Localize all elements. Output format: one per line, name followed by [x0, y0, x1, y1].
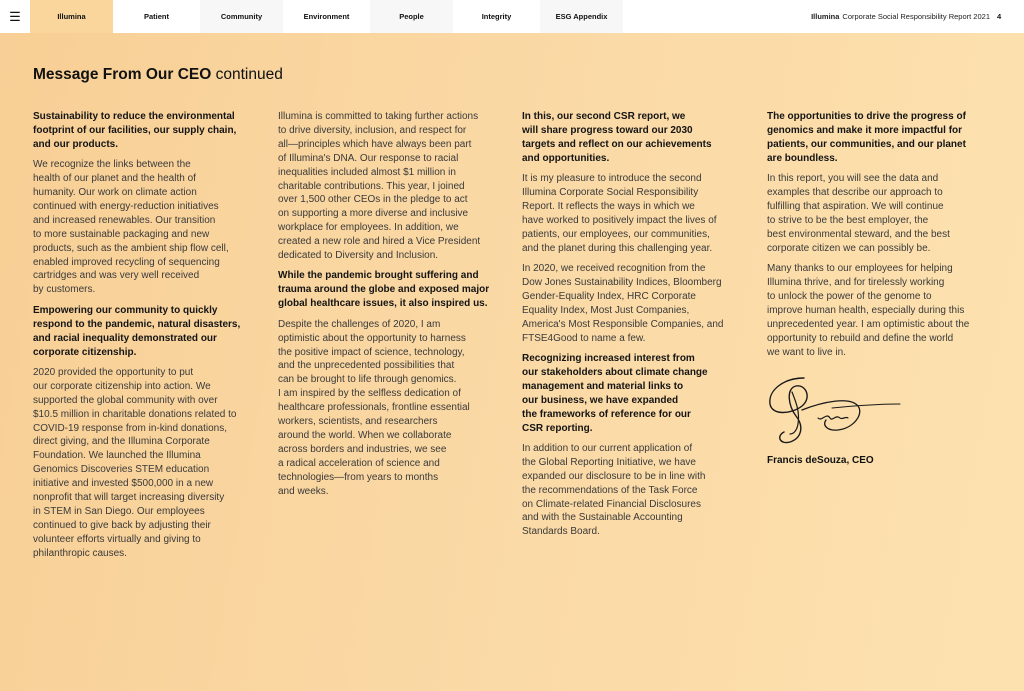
- page-number: 4: [997, 12, 1002, 21]
- signature-icon: [762, 372, 902, 452]
- tab-community[interactable]: Community: [200, 0, 283, 33]
- paragraph: In this, our second CSR report, we will share progress toward our 2030 targets and reflect on our achievements and opportunities.: [522, 111, 712, 164]
- paragraph: Illumina is committed to taking further actions to drive diversity, inclusion, and respect for all—principles which have always been part of Illumina's DNA. Our response to racial inequalities included almost $1 million in charitable contributions. This year, I joined over 1,500 other CEOs in the pledge to act on supporting a more diverse and inclusive workplace for employees. In addition, we created a new role and hired a Vice President dedicated to Diversity and Inclusion.: [278, 111, 481, 262]
- tab-integrity[interactable]: Integrity: [455, 0, 538, 33]
- report-brand: Illumina: [811, 12, 840, 21]
- signer-name: Francis deSouza, CEO: [767, 455, 874, 466]
- paragraph: It is my pleasure to introduce the second Illumina Corporate Social Responsibility Report. It reflects the ways in which we have worked to positively impact the lives of patients, our employees, our communities, and the planet during this challenging year.: [522, 173, 717, 254]
- text-column-3: [522, 110, 748, 546]
- paragraph: Empowering our community to quickly respond to the pandemic, natural disasters, and racial inequality demonstrated our corporate citizenship.: [33, 304, 241, 358]
- paragraph: While the pandemic brought suffering and trauma around the globe and exposed major global healthcare issues, it also inspired us.: [278, 270, 490, 310]
- paragraph: Despite the challenges of 2020, I am optimistic about the opportunity to harness the positive impact of science, technology, and the unprecedented possibilities that can be brought to life through genomics. I am inspired by the selfless dedication of healthcare professionals, frontline essential workers, scientists, and researchers around the world. When we collaborate across borders and industries, we see a radical acceleration of science and technologies—from years to months and weeks.: [278, 318, 470, 497]
- page-title-continued: continued: [215, 66, 283, 83]
- section-tabs: [30, 0, 625, 33]
- report-title-text: Corporate Social Responsibility Report 2021: [842, 12, 990, 21]
- paragraph: Recognizing increased interest from our stakeholders about climate change management and material links to our business, we have expanded the frameworks of reference for our CSR reporting.: [522, 353, 708, 434]
- paragraph: In 2020, we received recognition from the Dow Jones Sustainability Indices, Bloomberg Gender-Equality Index, HRC Corporate Equality Index, Most Just Companies, America's Most Responsible Companies, and FTSE4Good to name a few.: [522, 263, 724, 344]
- text-column-4: [767, 110, 993, 366]
- paragraph: Sustainability to reduce the environmental footprint of our facilities, our supply chain, and our products.: [33, 111, 237, 150]
- page-title-main: Message From Our CEO: [33, 66, 212, 83]
- tab-illumina[interactable]: Illumina: [30, 0, 113, 33]
- tab-environment[interactable]: Environment: [285, 0, 368, 33]
- tab-patient[interactable]: Patient: [115, 0, 198, 33]
- top-navigation-bar: [0, 0, 1024, 33]
- paragraph: The opportunities to drive the progress of genomics and make it more impactful for patients, our communities, and our planet are boundless.: [767, 111, 966, 164]
- page-title: [33, 66, 283, 84]
- paragraph: We recognize the links between the health of our planet and the health of humanity. Our work on climate action continued with energy-reduction initiatives and increased renewables. Our transition to more sustainable packaging and new products, such as the ambient ship flow cell, enabled improved recycling of sequencing cartridges and was very well received by customers.: [33, 159, 229, 296]
- tab-people[interactable]: People: [370, 0, 453, 33]
- paragraph: In this report, you will see the data and examples that describe our approach to fulfilling that aspiration. We will continue to strive to be the best employer, the best environmental steward, and the best corporate citizen we can possibly be.: [767, 173, 950, 254]
- paragraph: Many thanks to our employees for helping Illumina thrive, and for tirelessly working to unlock the power of the genome to improve human health, especially during this unprecedented year. I am optimistic about the opportunity to rebuild and define the world we want to live in.: [767, 263, 970, 358]
- paragraph: 2020 provided the opportunity to put our corporate citizenship into action. We supported the global community with over $10.5 million in charitable donations related to COVID-19 response from in-kind donations, direct giving, and the Illumina Corporate Foundation. We launched the Illumina Genomics Discoveries STEM education initiative and invested $500,000 in a new nonprofit that will target increasing diversity in STEM in San Diego. Our employees continued to give back by adjusting their volunteer efforts virtually and giving to philanthropic causes.: [33, 366, 237, 559]
- hamburger-menu-icon[interactable]: ☰: [9, 8, 21, 24]
- paragraph: In addition to our current application of the Global Reporting Initiative, we have expanded our disclosure to be in line with the recommendations of the Task Force on Climate-related Financial Disclosures and with the Sustainable Accounting Standards Board.: [522, 442, 706, 538]
- text-column-2: [278, 110, 504, 505]
- tab-esg-appendix[interactable]: ESG Appendix: [540, 0, 623, 33]
- report-title: [811, 0, 990, 33]
- text-column-1: [33, 110, 259, 567]
